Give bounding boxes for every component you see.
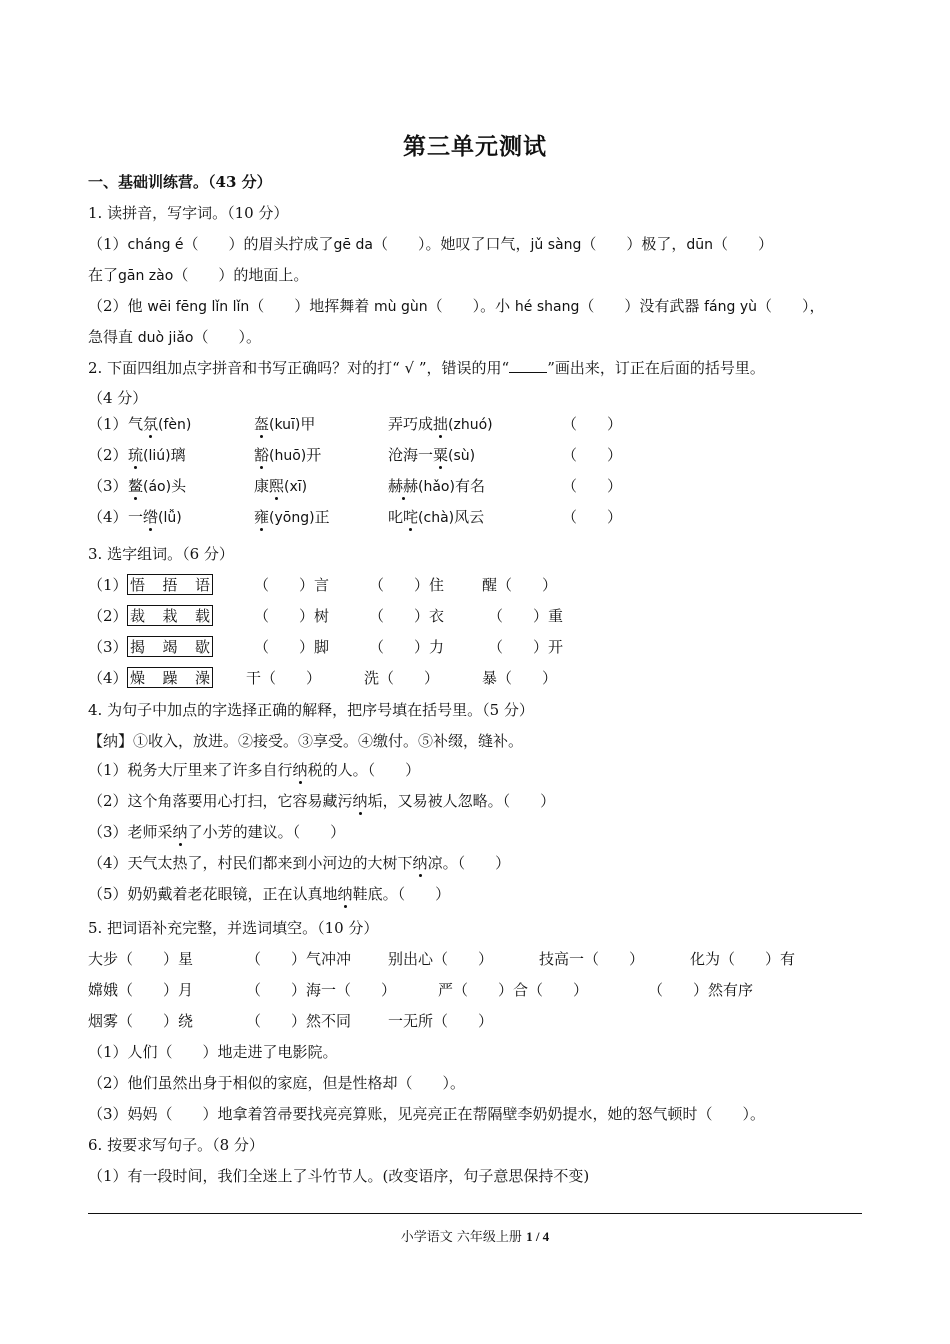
dotted-char: 纳 xyxy=(412,854,428,872)
q2-row-number: （3） xyxy=(88,477,128,495)
q2-heading-tail: ”画出来，订正在后面的括号里。 xyxy=(547,359,765,377)
sentence-part: 凉。（ ） xyxy=(427,854,511,872)
dotted-char: 氛 xyxy=(143,415,159,433)
word-part: 头 xyxy=(171,477,187,495)
line-text: 在了 xyxy=(88,266,119,284)
line-text: （ ）。小 xyxy=(427,297,515,315)
pinyin-text: (chà) xyxy=(418,510,455,526)
idiom-blank: （ ）然有序 xyxy=(648,981,754,999)
q2-score: （4 分） xyxy=(88,389,148,407)
dotted-char: 琉 xyxy=(128,446,144,464)
q2-row-number: （4） xyxy=(88,508,128,526)
idiom-blank: 严（ ）合（ ） xyxy=(438,981,589,999)
q5-sentence-2: （2）他们虽然出身于相似的家庭，但是性格却（ ）。 xyxy=(88,1074,466,1092)
dotted-char: 纳 xyxy=(352,792,368,810)
q2-word-a xyxy=(128,414,191,435)
pinyin-text: (sù) xyxy=(448,448,476,464)
choice-char: 悟 xyxy=(130,576,146,594)
q2-word-b xyxy=(254,476,307,497)
q3-row-number: （2） xyxy=(88,607,128,625)
answer-blank: （ ） xyxy=(562,477,623,495)
footer-divider xyxy=(88,1213,862,1214)
pinyin-text: (xī) xyxy=(284,479,308,495)
q2-word-a xyxy=(128,445,186,466)
q2-word-c xyxy=(388,414,493,435)
sentence-part: （5）奶奶戴着老花眼镜，正在认真地 xyxy=(88,885,338,903)
page-footer xyxy=(0,1226,950,1245)
dotted-char: 熙 xyxy=(269,477,285,495)
choice-char: 竭 xyxy=(162,638,178,656)
choice-char: 栽 xyxy=(162,607,178,625)
pinyin-text: cháng é xyxy=(127,237,184,253)
idiom-blank: （ ）然不同 xyxy=(246,1012,352,1030)
idiom-blank: 一无所（ ） xyxy=(388,1012,494,1030)
idiom-blank: （ ）海一（ ） xyxy=(246,981,397,999)
q4-definition: 【纳】①收入，放进。②接受。③享受。④缴付。⑤补缀，缝补。 xyxy=(88,732,524,750)
pinyin-text: jǔ sàng xyxy=(530,237,582,253)
q2-word-c xyxy=(388,476,485,497)
fill-word: （ ）衣 xyxy=(369,607,445,625)
pinyin-text: (hǎo) xyxy=(418,479,455,495)
dotted-char: 豁 xyxy=(254,446,270,464)
q1-line-2 xyxy=(88,265,308,286)
choice-char: 歇 xyxy=(194,638,210,656)
choice-char: 躁 xyxy=(162,669,178,687)
word-part: 有名 xyxy=(454,477,485,495)
sentence-part: （4）天气太热了，村民们都来到小河边的大树下 xyxy=(88,854,413,872)
idiom-blank: 烟雾（ ）绕 xyxy=(88,1012,194,1030)
q5-heading: 5. 把词语补充完整，并选词填空。（10 分） xyxy=(88,919,379,937)
pinyin-text: (fèn) xyxy=(158,417,192,433)
line-text: （ ）， xyxy=(757,297,825,315)
q3-row-number: （1） xyxy=(88,576,128,594)
sentence-part: 了小芳的建议。（ ） xyxy=(187,823,346,841)
pinyin-text: (lǚ) xyxy=(158,510,182,526)
pinyin-text: gē da xyxy=(333,237,373,253)
pinyin-text: wēi fēng lǐn lǐn xyxy=(147,299,250,315)
line-text: （ ）。 xyxy=(193,328,261,346)
q4-sentence xyxy=(88,822,345,842)
pinyin-text: duò jiǎo xyxy=(137,330,194,346)
pinyin-text: (zhuó) xyxy=(448,417,493,433)
q2-word-b xyxy=(254,414,315,435)
q1-line-4 xyxy=(88,327,261,348)
q2-word-a xyxy=(128,507,182,528)
pinyin-text: gān zào xyxy=(118,268,174,284)
page-number: 1 / 4 xyxy=(526,1229,550,1244)
sentence-part: （1）税务大厅里来了许多自行 xyxy=(88,761,293,779)
word-part: 气 xyxy=(128,415,144,433)
char-choice-box xyxy=(127,636,213,657)
line-text: （ ）。她叹了口气， xyxy=(372,235,531,253)
choice-char: 捂 xyxy=(162,576,178,594)
dotted-char: 纳 xyxy=(292,761,308,779)
choice-char: 载 xyxy=(194,607,210,625)
q2-row-number: （2） xyxy=(88,446,128,464)
fill-word: 暴（ ） xyxy=(482,669,558,687)
q3-row-number: （4） xyxy=(88,669,128,687)
q2-word-a xyxy=(128,476,186,497)
word-part: 弄巧成 xyxy=(388,415,434,433)
q1-heading: 1. 读拼音，写字词。（10 分） xyxy=(88,204,289,222)
footer-text: 小学语文 六年级上册 xyxy=(400,1230,527,1245)
word-part: 叱 xyxy=(388,508,404,526)
q5-sentence-3: （3）妈妈（ ）地拿着笤帚要找亮亮算账，见亮亮正在帮隔壁李奶奶提水，她的怒气顿时（ ）。 xyxy=(88,1105,766,1123)
page-title: 第三单元测试 xyxy=(403,133,547,160)
fill-word: （ ）脚 xyxy=(254,638,330,656)
q4-heading: 4. 为句子中加点的字选择正确的解释，把序号填在括号里。（5 分） xyxy=(88,701,534,719)
q2-word-b xyxy=(254,507,330,528)
line-text: （ ）没有武器 xyxy=(579,297,705,315)
pinyin-text: fáng yù xyxy=(704,299,758,315)
pinyin-text: mù gùn xyxy=(374,299,428,315)
q2-word-b xyxy=(254,445,321,466)
pinyin-text: (áo) xyxy=(143,479,172,495)
sentence-part: 税的人。（ ） xyxy=(307,761,421,779)
q4-sentence xyxy=(88,760,420,780)
fill-word: （ ）住 xyxy=(369,576,445,594)
line-text: （ ）的地面上。 xyxy=(173,266,309,284)
sentence-part: （2）这个角落要用心打扫，它容易藏污 xyxy=(88,792,353,810)
fill-word: （ ）力 xyxy=(369,638,445,656)
choice-char: 揭 xyxy=(130,638,146,656)
char-choice-box xyxy=(127,574,213,595)
dotted-char: 雍 xyxy=(254,508,270,526)
q2-word-c xyxy=(388,507,484,528)
pinyin-text: (kuī) xyxy=(269,417,301,433)
word-part: 沧海一 xyxy=(388,446,434,464)
q4-sentence xyxy=(88,791,555,811)
q2-heading-text: 2. 下面四组加点字拼音和书写正确吗？对的打“ √ ”，错误的用“ xyxy=(88,359,510,377)
idiom-blank: 嫦娥（ ）月 xyxy=(88,981,194,999)
word-part: 康 xyxy=(254,477,270,495)
word-part: 甲 xyxy=(300,415,316,433)
answer-blank: （ ） xyxy=(562,508,623,526)
underline-mark xyxy=(509,360,547,373)
choice-char: 裁 xyxy=(130,607,146,625)
char-choice-box xyxy=(127,605,213,626)
q6-heading: 6. 按要求写句子。（8 分） xyxy=(88,1136,264,1154)
q3-heading: 3. 选字组词。（6 分） xyxy=(88,545,234,563)
choice-char: 燥 xyxy=(130,669,146,687)
q3-row-number: （3） xyxy=(88,638,128,656)
line-text: （ ）的眉头拧成了 xyxy=(183,235,334,253)
fill-word: （ ）开 xyxy=(488,638,564,656)
dotted-char: 拙 xyxy=(433,415,449,433)
answer-blank: （ ） xyxy=(562,446,623,464)
idiom-blank: 化为（ ）有 xyxy=(690,950,796,968)
idiom-blank: 大步（ ）星 xyxy=(88,950,194,968)
q5-sentence-1: （1）人们（ ）地走进了电影院。 xyxy=(88,1043,338,1061)
q1-line-3 xyxy=(88,296,825,317)
word-part: 开 xyxy=(306,446,322,464)
dotted-char: 粟 xyxy=(433,446,449,464)
fill-word: （ ）重 xyxy=(488,607,564,625)
pinyin-text: dūn xyxy=(686,237,713,253)
word-part: 璃 xyxy=(170,446,186,464)
pinyin-text: (liú) xyxy=(143,448,171,464)
char-choice-box xyxy=(127,667,213,688)
dotted-char: 绺 xyxy=(143,508,159,526)
dotted-char: 鳌 xyxy=(128,477,144,495)
fill-word: 洗（ ） xyxy=(364,669,440,687)
word-part: 风云 xyxy=(454,508,485,526)
sentence-part: 垢，又易被人忽略。（ ） xyxy=(367,792,556,810)
dotted-char: 赫赫 xyxy=(388,477,419,495)
answer-blank: （ ） xyxy=(562,415,623,433)
q2-row-number: （1） xyxy=(88,415,128,433)
sentence-part: （3）老师采 xyxy=(88,823,173,841)
pinyin-text: hé shang xyxy=(514,299,580,315)
dotted-char: 盔 xyxy=(254,415,270,433)
section-heading-basic: 一、基础训练营。（43 分） xyxy=(88,173,272,191)
pinyin-text: (yōng) xyxy=(269,510,315,526)
q2-word-c xyxy=(388,445,475,466)
dotted-char: 咤 xyxy=(403,508,419,526)
pinyin-text: (huō) xyxy=(269,448,307,464)
line-text: 急得直 xyxy=(88,328,138,346)
line-text: （1） xyxy=(88,235,128,253)
sentence-part: 鞋底。（ ） xyxy=(352,885,451,903)
line-text: （2）他 xyxy=(88,297,148,315)
q2-heading xyxy=(88,358,765,378)
idiom-blank: 别出心（ ） xyxy=(388,950,494,968)
line-text: （ ）极了， xyxy=(581,235,687,253)
fill-word: 醒（ ） xyxy=(482,576,558,594)
dotted-char: 纳 xyxy=(337,885,353,903)
line-text: （ ） xyxy=(713,235,774,253)
word-part: 一 xyxy=(128,508,144,526)
q1-line-1 xyxy=(88,234,773,255)
fill-word: 干（ ） xyxy=(246,669,322,687)
q4-sentence xyxy=(88,853,510,873)
idiom-blank: （ ）气冲冲 xyxy=(246,950,352,968)
q6-sentence-1: （1）有一段时间，我们全迷上了斗竹节人。(改变语序，句子意思保持不变) xyxy=(88,1167,590,1185)
dotted-char: 纳 xyxy=(172,823,188,841)
fill-word: （ ）树 xyxy=(254,607,330,625)
q4-sentence xyxy=(88,884,450,904)
idiom-blank: 技高一（ ） xyxy=(539,950,645,968)
choice-char: 澡 xyxy=(194,669,210,687)
fill-word: （ ）言 xyxy=(254,576,330,594)
choice-char: 语 xyxy=(194,576,210,594)
line-text: （ ）地挥舞着 xyxy=(249,297,375,315)
word-part: 正 xyxy=(314,508,330,526)
